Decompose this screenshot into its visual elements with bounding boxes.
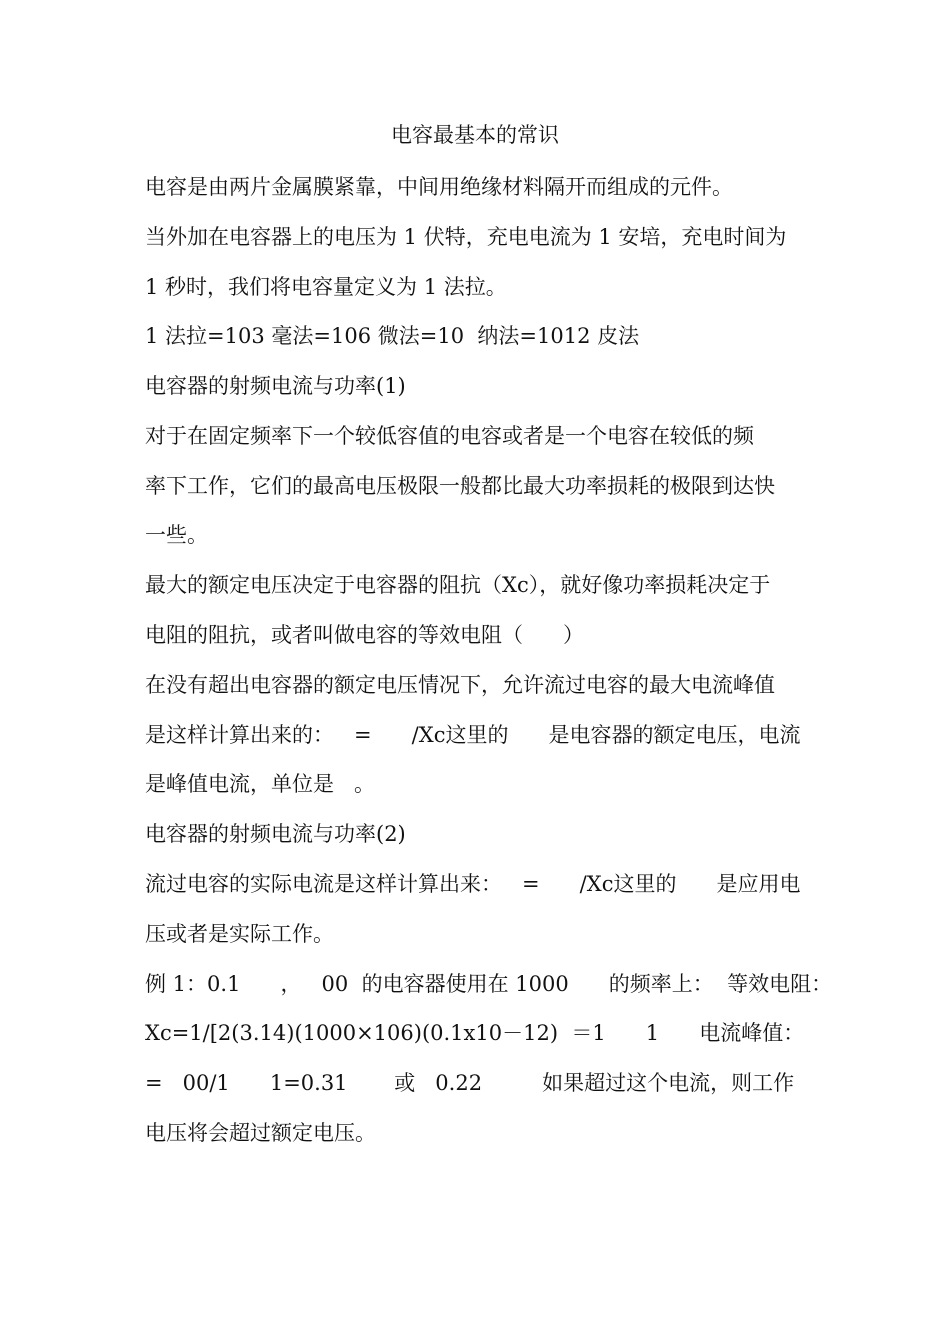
paragraph-line: 1 秒时，我们将电容量定义为 1 法拉。 — [145, 275, 507, 299]
paragraph-line: Xc=1/[2(3.14)(1000×106)(0.1x10－12) ＝1 1 电流峰值： — [145, 1021, 805, 1045]
paragraph-line: 是这样计算出来的： = /Xc这里的 是电容器的额定电压，电流 — [145, 723, 801, 747]
paragraph-line: 率下工作，它们的最高电压极限一般都比最大功率损耗的极限到达快 — [145, 474, 775, 498]
paragraph-line: = 00/1 1=0.31 或 0.22 如果超过这个电流，则工作 — [145, 1071, 795, 1095]
paragraph-line: 一些。 — [145, 523, 208, 547]
paragraph-line: 流过电容的实际电流是这样计算出来： = /Xc这里的 是应用电 — [145, 872, 801, 896]
paragraph-line: 例 1：0.1 ， 00 的电容器使用在 1000 的频率上： 等效电阻： — [145, 972, 833, 996]
paragraph-line: 电阻的阻抗，或者叫做电容的等效电阻（ ） — [145, 623, 585, 647]
paragraph-line: 压或者是实际工作。 — [145, 922, 334, 946]
paragraph-line: 1 法拉=103 毫法=106 微法=10 纳法=1012 皮法 — [145, 324, 640, 348]
paragraph-line: 最大的额定电压决定于电容器的阻抗（Xc），就好像功率损耗决定于 — [145, 573, 771, 597]
paragraph-line: 是峰值电流，单位是 。 — [145, 772, 376, 796]
paragraph-line: 电压将会超过额定电压。 — [145, 1121, 376, 1145]
paragraph-line: 当外加在电容器上的电压为 1 伏特，充电电流为 1 安培，充电时间为 — [145, 225, 787, 249]
paragraph-line: 对于在固定频率下一个较低容值的电容或者是一个电容在较低的频 — [145, 424, 754, 448]
section-heading: 电容器的射频电流与功率(1) — [145, 374, 406, 398]
paragraph-line: 在没有超出电容器的额定电压情况下，允许流过电容的最大电流峰值 — [145, 673, 775, 697]
paragraph-line: 电容是由两片金属膜紧靠，中间用绝缘材料隔开而组成的元件。 — [145, 175, 733, 199]
document-title: 电容最基本的常识 — [391, 123, 559, 147]
section-heading: 电容器的射频电流与功率(2) — [145, 822, 406, 846]
